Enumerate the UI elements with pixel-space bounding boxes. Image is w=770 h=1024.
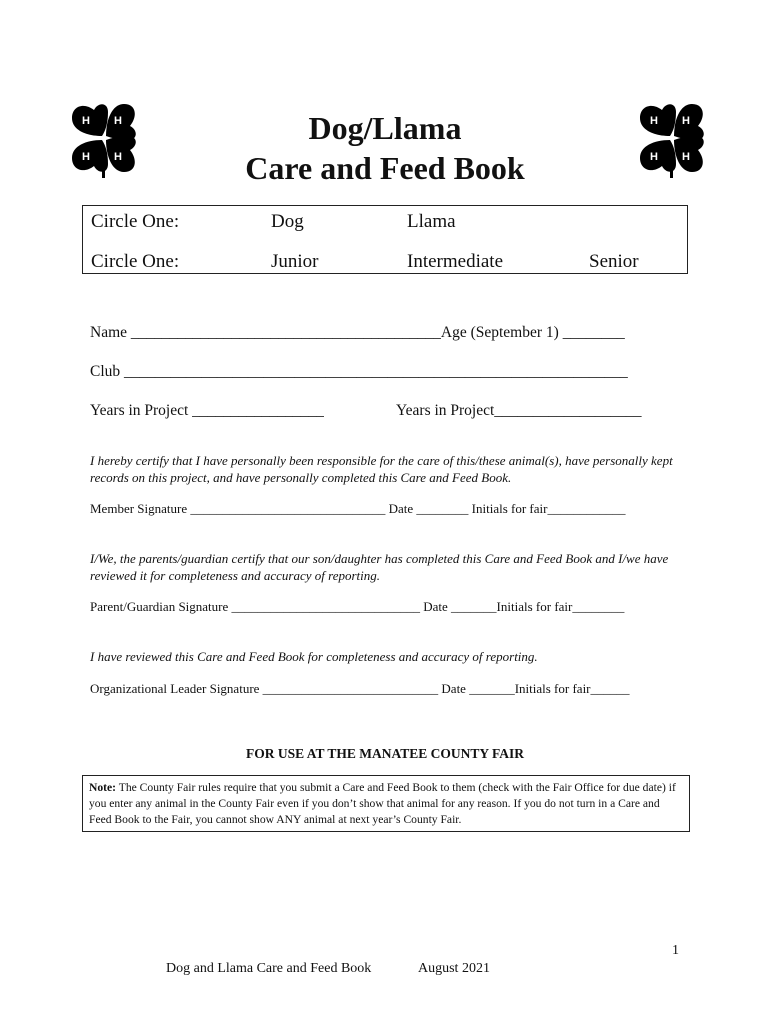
- circle-one-label-2: Circle One:: [91, 251, 180, 272]
- svg-text:H: H: [650, 151, 658, 163]
- name-age-field[interactable]: Name ________________________________________Age (September 1) ________: [90, 324, 625, 341]
- leader-signature-line[interactable]: Organizational Leader Signature ___________________________ Date _______Initials for fair______: [90, 681, 630, 696]
- svg-text:H: H: [82, 115, 90, 127]
- member-certification-text: I hereby certify that I have personally been responsible for the care of this/these animal(s), have personally kept records on this project, and have personally completed this Care and Feed Book.: [90, 453, 673, 485]
- svg-text:H: H: [650, 115, 658, 127]
- circle-one-label-1: Circle One:: [91, 211, 180, 232]
- parent-signature-line[interactable]: Parent/Guardian Signature _____________________________ Date _______Initials for fair________: [90, 599, 625, 614]
- svg-text:H: H: [682, 151, 690, 163]
- svg-text:H: H: [114, 115, 122, 127]
- circle-one-box: [82, 205, 688, 274]
- parent-certification-text: I/We, the parents/guardian certify that our son/daughter has completed this Care and Feed Book and I/we have reviewed it for completeness and accuracy of reporting.: [90, 551, 669, 583]
- page-number: 1: [672, 943, 679, 958]
- club-field[interactable]: Club _________________________________________________________________: [90, 363, 628, 380]
- fair-note-box: [82, 775, 690, 832]
- option-intermediate[interactable]: Intermediate: [407, 251, 504, 272]
- years-in-project-field-1[interactable]: Years in Project _________________: [90, 402, 324, 419]
- note-label: Note:: [89, 781, 117, 794]
- footer-doc-title: Dog and Llama Care and Feed Book: [166, 961, 372, 976]
- option-llama[interactable]: Llama: [407, 211, 456, 232]
- footer-date: August 2021: [418, 961, 490, 976]
- svg-text:H: H: [682, 115, 690, 127]
- option-dog[interactable]: Dog: [271, 211, 304, 232]
- page-title-line-1: Dog/Llama: [308, 110, 462, 146]
- option-senior[interactable]: Senior: [589, 251, 639, 272]
- note-text: The County Fair rules require that you submit a Care and Feed Book to them (check with the Fair Office for due date) if you enter any animal in the County Fair even if you don’t show that animal for any reason. If you do not turn in a Care and Feed Book to the Fair, you cannot show ANY animal at next year’s County Fair.: [89, 781, 676, 826]
- option-junior[interactable]: Junior: [271, 251, 319, 272]
- member-signature-line[interactable]: Member Signature ______________________________ Date ________ Initials for fair____________: [90, 501, 626, 516]
- fair-heading: FOR USE AT THE MANATEE COUNTY FAIR: [245, 746, 525, 761]
- years-in-project-field-2[interactable]: Years in Project___________________: [396, 402, 642, 419]
- leader-certification-text: I have reviewed this Care and Feed Book for completeness and accuracy of reporting.: [90, 649, 538, 664]
- svg-text:H: H: [114, 151, 122, 163]
- svg-text:H: H: [82, 151, 90, 163]
- page-title-line-2: Care and Feed Book: [245, 150, 525, 186]
